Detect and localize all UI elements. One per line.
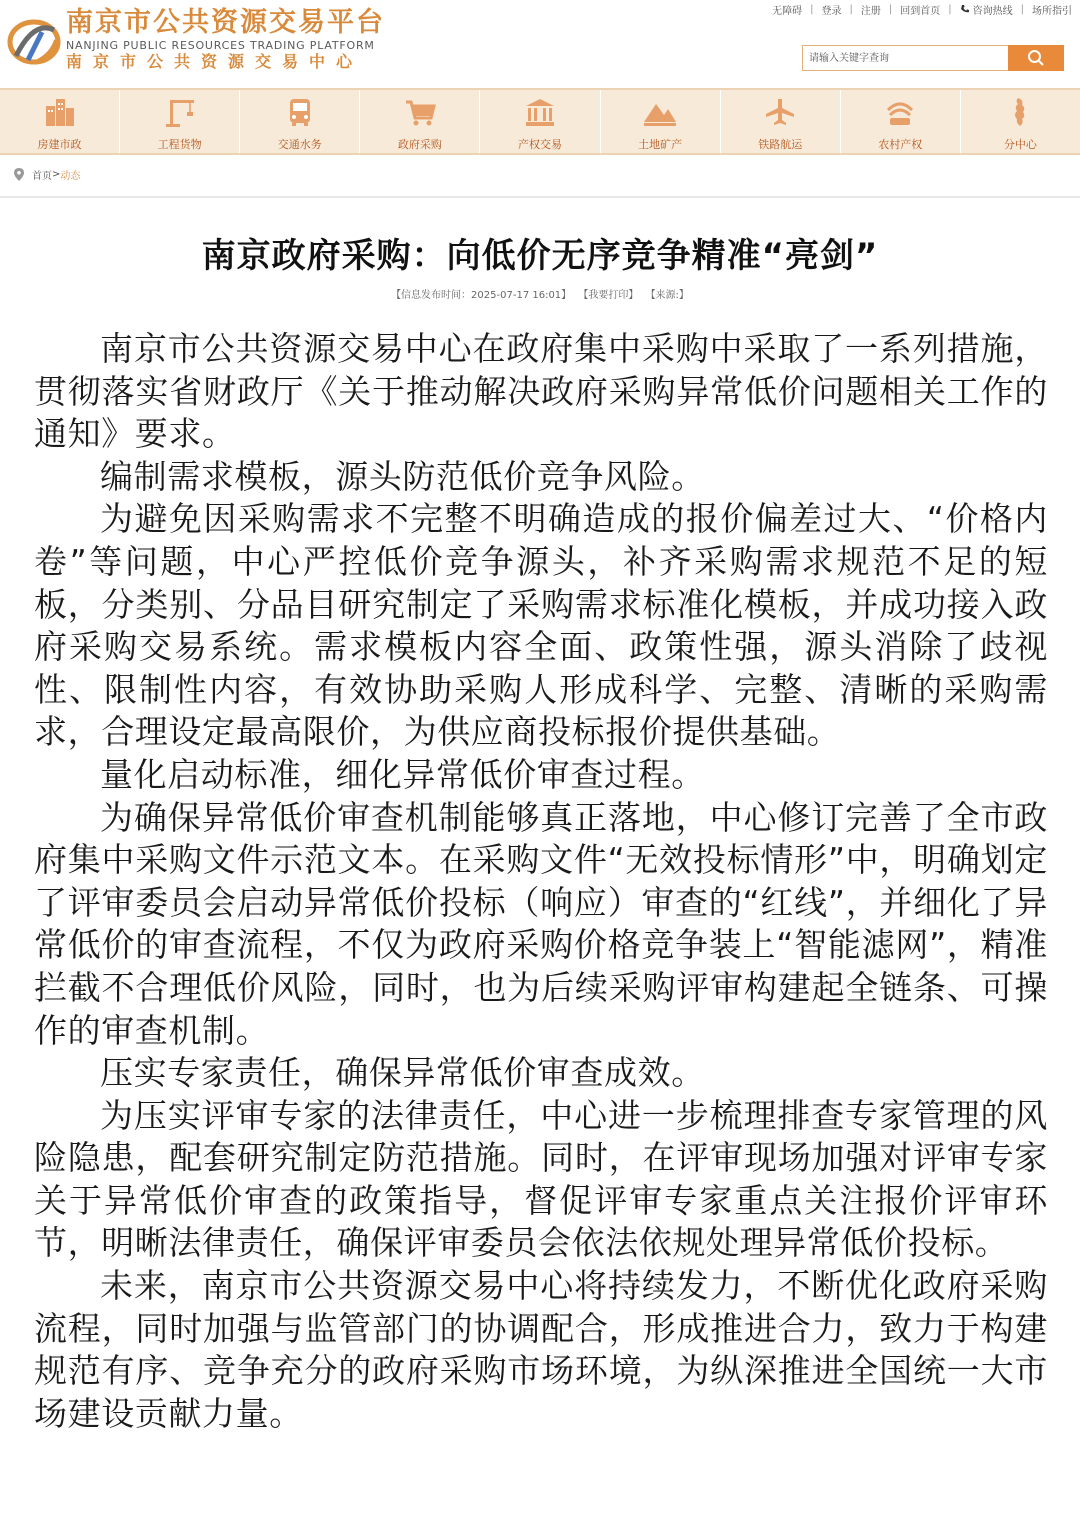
article-title: 南京政府采购：向低价无序竞争精准“亮剑” (201, 236, 879, 276)
cart-icon (402, 96, 438, 128)
bus-icon (282, 96, 318, 128)
nav-label: 房建市政 (37, 138, 82, 151)
logo-title-cn: 南京市公共资源交易平台 (66, 7, 385, 38)
phone-icon (960, 4, 970, 14)
nav-item-sub-center[interactable] (961, 90, 1080, 153)
nav-item-rural-rights[interactable] (841, 90, 961, 153)
register-link[interactable]: 注册 (860, 5, 881, 17)
nav-item-land-mineral[interactable] (601, 90, 721, 153)
breadcrumb-current[interactable]: 动态 (60, 170, 81, 182)
nav-label: 交通水务 (277, 138, 322, 151)
divider: | (1020, 3, 1024, 15)
nav-item-procurement[interactable] (360, 90, 480, 153)
nav-item-transport[interactable] (240, 90, 360, 153)
breadcrumb (14, 166, 80, 182)
publish-time: 【信息发布时间：2025-07-17 16:01】 (391, 290, 572, 301)
article-paragraph: 量化启动标准，细化异常低价审查过程。 (100, 754, 705, 794)
nav-item-rail-shipping[interactable] (721, 90, 841, 153)
breadcrumb-separator: > (52, 168, 61, 180)
logo-title-en: NANJING PUBLIC RESOURCES TRADING PLATFORM (66, 39, 375, 52)
crane-icon (162, 96, 198, 128)
article-paragraph: 为确保异常低价审查机制能够真正落地，中心修订完善了全市政府集中采购文件示范文本。在采购文件“无效投标情形”中，明确划定了评审委员会启动异常低价投标（响应）审查的“红线”，并细化了异常低价的审查流程，不仅为政府采购价格竞争装上“智能滤网”，精准拦截不合理低价风险，同时，也为后续采购评审构建起全链条、可操作的审查机制。 (34, 797, 1048, 1050)
nav-label: 农村产权 (878, 138, 923, 151)
search-input[interactable] (802, 45, 1008, 71)
article-paragraph: 南京市公共资源交易中心在政府集中采购中采取了一系列措施，贯彻落实省财政厅《关于推动解决政府采购异常低价问题相关工作的通知》要求。 (34, 329, 1048, 454)
accessibility-link[interactable]: 无障碍 (772, 5, 803, 17)
nav-label: 分中心 (1003, 138, 1037, 151)
nav-item-housing[interactable] (0, 90, 120, 153)
main-nav (0, 88, 1080, 155)
logo-subtitle-cn: 南京市公共资源交易中心 (66, 52, 364, 71)
mountain-icon (642, 96, 678, 128)
divider: | (849, 3, 853, 15)
search-box (802, 45, 1064, 71)
breadcrumb-home-link[interactable]: 首页 (32, 170, 52, 182)
nav-label: 政府采购 (397, 138, 442, 151)
location-pin-icon (14, 168, 24, 181)
divider: | (888, 3, 893, 15)
nav-item-property-rights[interactable] (480, 90, 600, 153)
map-icon (1002, 96, 1038, 128)
article-paragraph: 未来，南京市公共资源交易中心将持续发力，不断优化政府采购流程，同时加强与监管部门的协调配合，形成推进合力，致力于构建规范有序、竞争充分的政府采购市场环境，为纵深推进全国统一大市场建设贡献力量。 (34, 1266, 1048, 1433)
article-paragraph: 为压实评审专家的法律责任，中心进一步梳理排查专家管理的风险隐患，配套研究制定防范措施。同时，在评审现场加强对评审专家关于异常低价审查的政策指导，督促评审专家重点关注报价评审环节，明晰法律责任，确保评审委员会依法依规处理异常低价投标。 (34, 1095, 1048, 1263)
article-source: 【来源:】 (645, 290, 689, 301)
article-meta (0, 286, 1080, 301)
nav-item-engineering[interactable] (120, 90, 240, 153)
nav-label: 土地矿产 (638, 138, 683, 151)
hotline-label: 咨询热线 (972, 5, 1013, 17)
search-icon (1027, 49, 1045, 67)
divider: | (948, 3, 952, 15)
site-logo-icon[interactable] (6, 10, 62, 70)
bank-icon (522, 96, 558, 128)
search-button[interactable] (1008, 45, 1064, 71)
article-paragraph: 编制需求模板，源头防范低价竞争风险。 (100, 456, 705, 496)
plane-icon (762, 96, 798, 128)
hotline-link[interactable] (952, 2, 1021, 17)
building-icon (42, 96, 78, 128)
top-links-bar (764, 2, 1080, 16)
article-paragraph: 为避免因采购需求不完整不明确造成的报价偏差过大、“价格内卷”等问题，中心严控低价竞争源头，补齐采购需求规范不足的短板，分类别、分品目研究制定了采购需求标准化模板，并成功接入政府采购交易系统。需求模板内容全面、政策性强，源头消除了歧视性、限制性内容，有效协助采购人形成科学、完整、清晰的采购需求，合理设定最高限价，为供应商投标报价提供基础。 (34, 499, 1048, 752)
nav-label: 产权交易 (517, 138, 562, 151)
login-link[interactable]: 登录 (821, 5, 842, 17)
divider: | (810, 3, 814, 15)
nav-label: 工程货物 (157, 138, 202, 151)
article-body (34, 328, 1048, 1435)
print-link[interactable]: 【我要打印】 (578, 290, 639, 301)
venue-guide-link[interactable]: 场所指引 (1032, 5, 1072, 17)
article-paragraph: 压实专家责任，确保异常低价审查成效。 (100, 1053, 705, 1093)
breadcrumb-divider (0, 196, 1080, 198)
nav-label: 铁路航运 (758, 138, 803, 151)
farm-icon (882, 96, 918, 128)
home-link[interactable]: 回到首页 (900, 5, 941, 17)
site-header (0, 0, 1080, 88)
site-logo-text (66, 8, 385, 71)
